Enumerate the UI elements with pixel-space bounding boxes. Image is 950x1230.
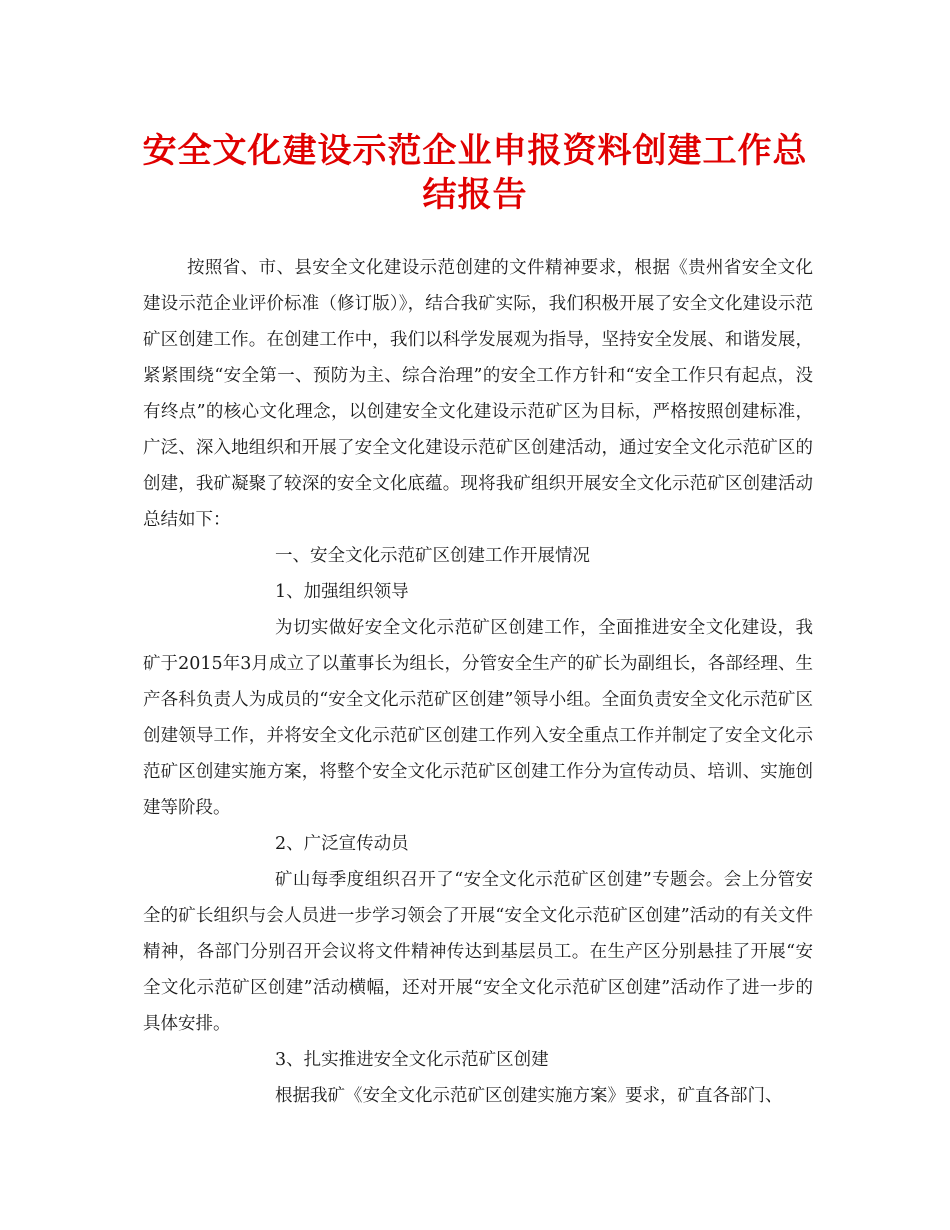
document-title-line-1: 安全文化建设示范企业申报资料创建工作总	[142, 131, 808, 171]
subsection-1-heading: 1、加强组织领导	[275, 582, 409, 602]
subsection-3-heading: 3、扎实推进安全文化示范矿区创建	[275, 1050, 549, 1070]
subsection-3-body: 根据我矿《安全文化示范矿区创建实施方案》要求，矿直各部门、	[275, 1086, 783, 1106]
subsection-2-body: 矿山每季度组织召开了“安全文化示范矿区创建”专题会。会上分管安全的矿长组织与会人员进一步学习领会了开展“安全文化示范矿区创建”活动的有关文件精神，各部门分别召开会议将文件精神传达到基层员工。在生产区分别悬挂了开展“安全文化示范矿区创建”活动横幅，还对开展“安全文化示范矿区创建”活动作了进一步的具体安排。	[143, 870, 813, 1034]
intro-paragraph: 按照省、市、县安全文化建设示范创建的文件精神要求，根据《贵州省安全文化建设示范企业评价标准（修订版）》，结合我矿实际，我们积极开展了安全文化建设示范矿区创建工作。在创建工作中，我们以科学发展观为指导，坚持安全发展、和谐发展，紧紧围绕“安全第一、预防为主、综合治理”的安全工作方针和“安全工作只有起点，没有终点”的核心文化理念，以创建安全文化建设示范矿区为目标，严格按照创建标准，广泛、深入地组织和开展了安全文化建设示范矿区创建活动，通过安全文化示范矿区的创建，我矿凝聚了较深的安全文化底蕴。现将我矿组织开展安全文化示范矿区创建活动总结如下：	[143, 258, 813, 530]
document-title-line-2: 结报告	[422, 175, 528, 215]
section-1-heading: 一、安全文化示范矿区创建工作开展情况	[275, 546, 590, 566]
subsection-2-heading: 2、广泛宣传动员	[275, 834, 409, 854]
subsection-1-body: 为切实做好安全文化示范矿区创建工作，全面推进安全文化建设，我矿于2015年3月成立了以董事长为组长，分管安全生产的矿长为副组长，各部经理、生产各科负责人为成员的“安全文化示范矿区创建”领导小组。全面负责安全文化示范矿区创建领导工作，并将安全文化示范矿区创建工作列入安全重点工作并制定了安全文化示范矿区创建实施方案，将整个安全文化示范矿区创建工作分为宣传动员、培训、实施创建等阶段。	[143, 618, 813, 818]
